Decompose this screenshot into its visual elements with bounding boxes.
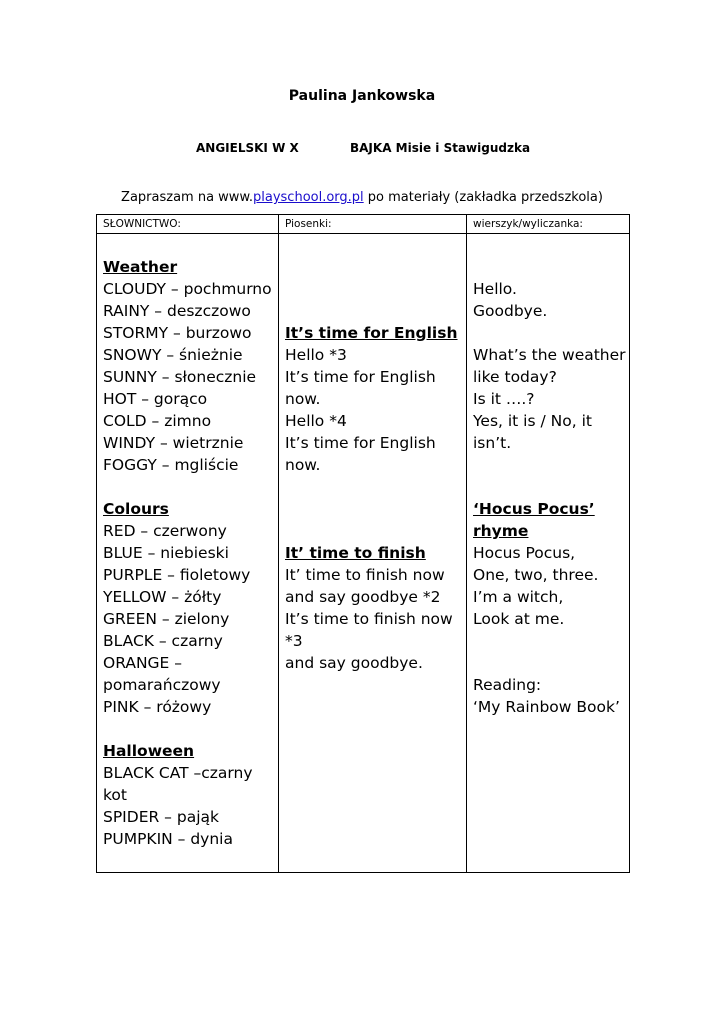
course-title: ANGIELSKI W X bbox=[196, 141, 299, 155]
vocab-item: PINK – różowy bbox=[103, 698, 212, 716]
weather-heading: Weather bbox=[103, 258, 178, 276]
rhyme-line: Look at me. bbox=[473, 610, 565, 628]
vocab-item: kot bbox=[103, 786, 127, 804]
playschool-link[interactable]: playschool.org.pl bbox=[253, 190, 364, 205]
vocab-item: PUMPKIN – dynia bbox=[103, 830, 233, 848]
rhyme-line: Yes, it is / No, it bbox=[473, 412, 592, 430]
song-line: and say goodbye. bbox=[285, 654, 423, 672]
reading-label: Reading: bbox=[473, 676, 542, 694]
vocab-item: HOT – gorąco bbox=[103, 390, 208, 408]
song-line: It’s time to finish now bbox=[285, 610, 453, 628]
vocab-item: BLUE – niebieski bbox=[103, 544, 229, 562]
rhyme-line: Hello. bbox=[473, 280, 517, 298]
invite-suffix: po materiały (zakładka przedszkola) bbox=[363, 190, 603, 205]
reading-title: ‘My Rainbow Book’ bbox=[473, 698, 620, 716]
song-line: Hello *3 bbox=[285, 346, 347, 364]
invitation-line bbox=[0, 190, 724, 205]
lesson-table bbox=[96, 214, 630, 873]
header-rhymes: wierszyk/wyliczanka: bbox=[467, 215, 630, 234]
rhyme-line: Is it ….? bbox=[473, 390, 535, 408]
song-line: now. bbox=[285, 390, 321, 408]
song-line: It’ time to finish now bbox=[285, 566, 445, 584]
songs-cell bbox=[279, 234, 467, 873]
vocab-item: COLD – zimno bbox=[103, 412, 212, 430]
rhymes-cell bbox=[467, 234, 630, 873]
halloween-heading: Halloween bbox=[103, 742, 195, 760]
vocab-item: FOGGY – mgliście bbox=[103, 456, 239, 474]
song-line: *3 bbox=[285, 632, 303, 650]
rhyme-line: I’m a witch, bbox=[473, 588, 564, 606]
story-title: BAJKA Misie i Stawigudzka bbox=[350, 141, 531, 155]
vocabulary-cell bbox=[97, 234, 279, 873]
vocab-item: PURPLE – fioletowy bbox=[103, 566, 251, 584]
rhyme-line: isn’t. bbox=[473, 434, 512, 452]
vocab-item: pomarańczowy bbox=[103, 676, 221, 694]
hocus-pocus-title-cont: rhyme bbox=[473, 522, 529, 540]
vocab-item: SUNNY – słonecznie bbox=[103, 368, 257, 386]
author-name: Paulina Jankowska bbox=[288, 88, 436, 104]
vocab-item: BLACK – czarny bbox=[103, 632, 223, 650]
song-line: and say goodbye *2 bbox=[285, 588, 441, 606]
rhyme-line: Hocus Pocus, bbox=[473, 544, 576, 562]
vocab-item: WINDY – wietrznie bbox=[103, 434, 244, 452]
invite-prefix: Zapraszam na www. bbox=[121, 190, 254, 205]
header-songs: Piosenki: bbox=[279, 215, 467, 234]
song-line: It’s time for English bbox=[285, 434, 436, 452]
vocab-item: BLACK CAT –czarny bbox=[103, 764, 253, 782]
rhyme-line: Goodbye. bbox=[473, 302, 548, 320]
vocab-item: SPIDER – pająk bbox=[103, 808, 219, 826]
vocab-item: RED – czerwony bbox=[103, 522, 227, 540]
hocus-pocus-title: ‘Hocus Pocus’ bbox=[473, 500, 595, 518]
vocab-item: STORMY – burzowo bbox=[103, 324, 252, 342]
colours-heading: Colours bbox=[103, 500, 169, 518]
song-title: It’s time for English bbox=[285, 324, 458, 342]
vocab-item: SNOWY – śnieżnie bbox=[103, 346, 243, 364]
header-vocabulary: SŁOWNICTWO: bbox=[97, 215, 279, 234]
song-line: Hello *4 bbox=[285, 412, 347, 430]
rhyme-line: What’s the weather bbox=[473, 346, 626, 364]
vocab-item: GREEN – zielony bbox=[103, 610, 230, 628]
rhyme-line: like today? bbox=[473, 368, 557, 386]
song-line: now. bbox=[285, 456, 321, 474]
vocab-item: RAINY – deszczowo bbox=[103, 302, 251, 320]
rhyme-line: One, two, three. bbox=[473, 566, 599, 584]
song-title: It’ time to finish bbox=[285, 544, 426, 562]
song-line: It’s time for English bbox=[285, 368, 436, 386]
vocab-item: CLOUDY – pochmurno bbox=[103, 280, 272, 298]
vocab-item: YELLOW – żółty bbox=[103, 588, 222, 606]
vocab-item: ORANGE – bbox=[103, 654, 183, 672]
